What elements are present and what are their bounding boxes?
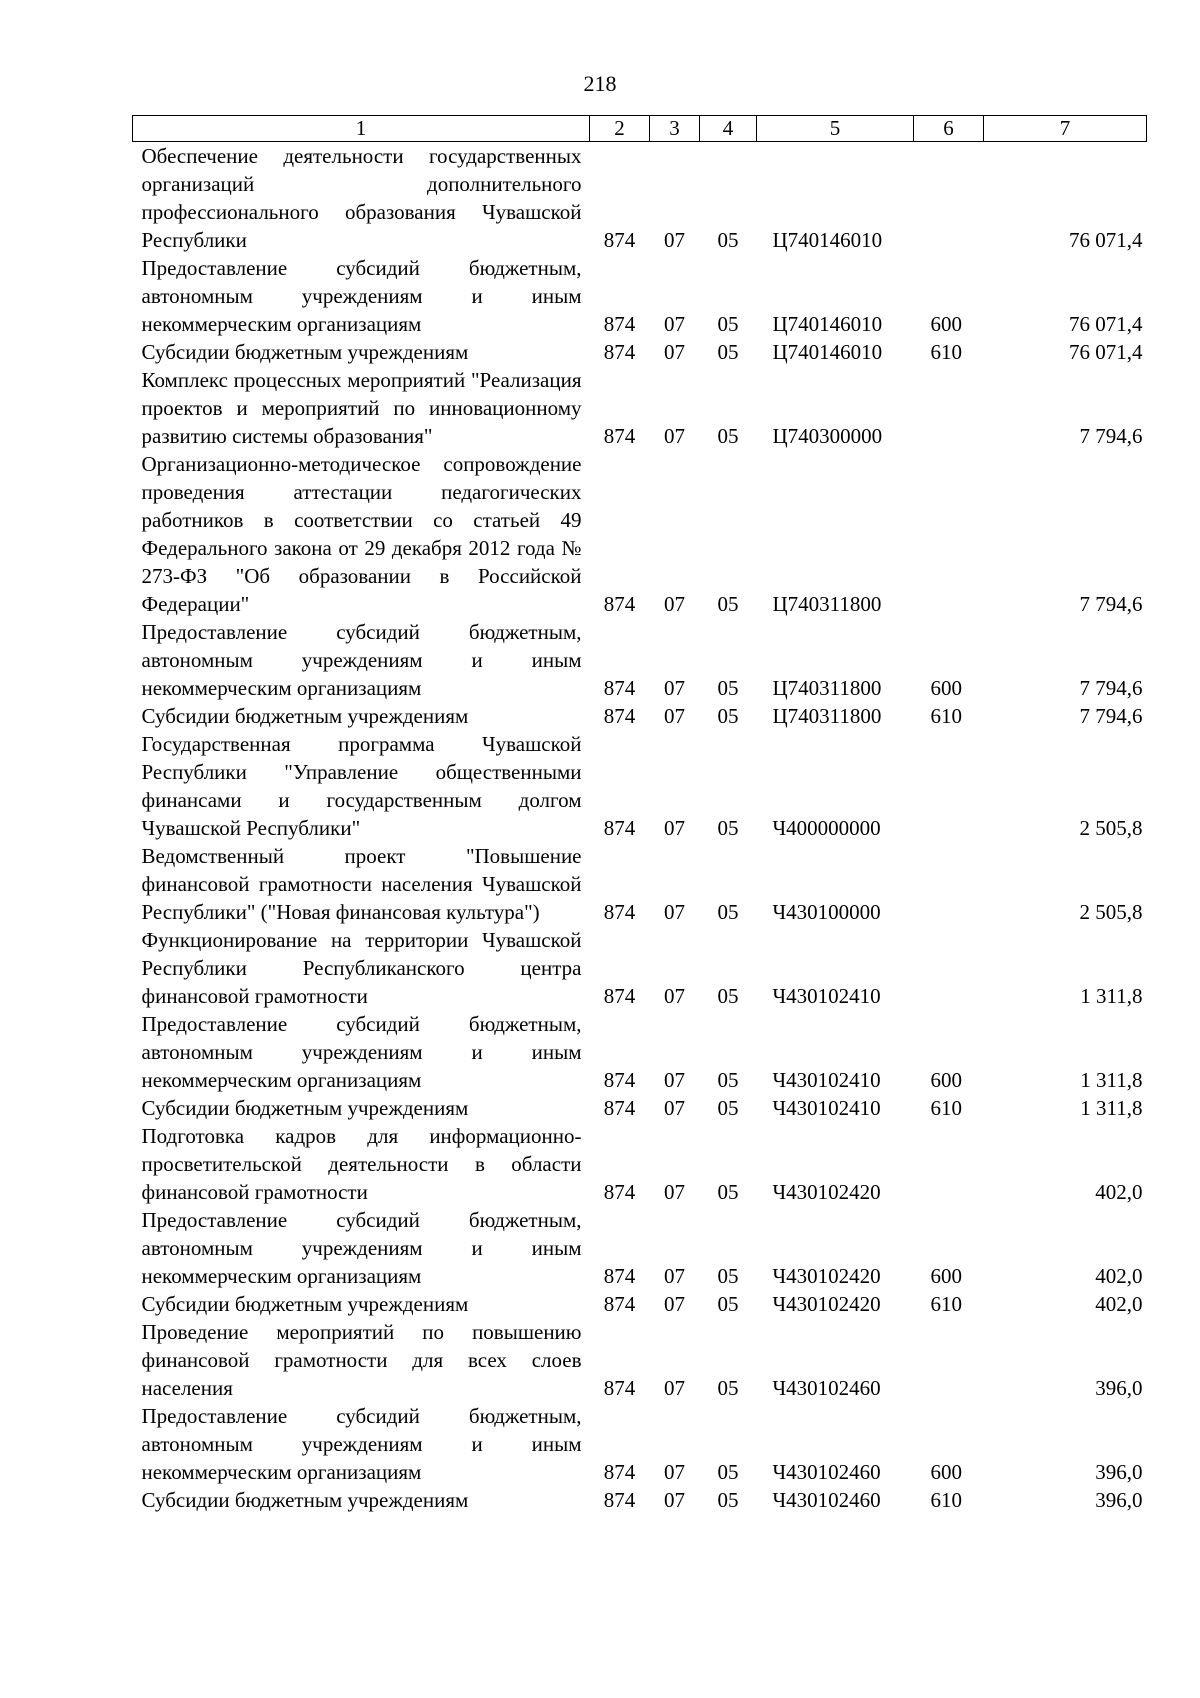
row-admin-code: 874 bbox=[603, 1096, 636, 1120]
row-amount: 7 794,6 bbox=[1079, 424, 1143, 448]
row-target-article: Ч430102410 bbox=[772, 1096, 881, 1120]
row-expense-type bbox=[914, 926, 984, 1010]
row-amount: 396,0 bbox=[1095, 1376, 1143, 1400]
row-subsection: 05 bbox=[717, 984, 739, 1008]
row-expense-type: 610 bbox=[930, 1096, 962, 1120]
row-admin-code: 874 bbox=[603, 340, 636, 364]
page-number: 218 bbox=[583, 71, 617, 96]
row-expense-type: 610 bbox=[930, 1292, 962, 1316]
row-section: 07 bbox=[664, 312, 685, 336]
row-section: 07 bbox=[664, 1460, 685, 1484]
row-subsection: 05 bbox=[717, 704, 739, 728]
row-admin-code: 874 bbox=[603, 676, 636, 700]
row-target-article: Ц740311800 bbox=[772, 676, 882, 700]
row-expense-type: 610 bbox=[930, 340, 962, 364]
row-subsection: 05 bbox=[717, 1488, 739, 1512]
row-subsection: 05 bbox=[717, 1292, 739, 1316]
row-target-article: Ч430102410 bbox=[772, 984, 881, 1008]
header-col-5: 5 bbox=[757, 116, 914, 142]
row-name: Обеспечение деятельности государственных организаций дополнительного профессионального образования Чувашской Республики bbox=[141, 144, 582, 252]
row-section: 07 bbox=[664, 1376, 685, 1400]
row-target-article: Ч430102420 bbox=[772, 1292, 881, 1316]
row-name: Организационно-методическое сопровождение проведения аттестации педагогических работников в соответствии со статьей 49 Федерального закона от 29 декабря 2012 года № 273-ФЗ "Об образовании в Российской Федерации" bbox=[141, 452, 582, 616]
row-expense-type bbox=[914, 1122, 984, 1206]
row-amount: 1 311,8 bbox=[1080, 1068, 1143, 1092]
row-target-article: Ч430102460 bbox=[772, 1488, 881, 1512]
table-row bbox=[133, 142, 1147, 255]
row-name: Государственная программа Чувашской Республики "Управление общественными финансами и государственным долгом Чувашской Республики" bbox=[141, 732, 582, 840]
row-section: 07 bbox=[664, 1180, 685, 1204]
row-amount: 1 311,8 bbox=[1080, 984, 1143, 1008]
row-section: 07 bbox=[664, 1292, 685, 1316]
row-subsection: 05 bbox=[717, 424, 739, 448]
row-subsection: 05 bbox=[717, 312, 739, 336]
row-expense-type: 610 bbox=[930, 704, 962, 728]
row-name: Субсидии бюджетным учреждениям bbox=[141, 1096, 469, 1120]
row-section: 07 bbox=[664, 424, 685, 448]
row-subsection: 05 bbox=[717, 900, 739, 924]
row-amount: 76 071,4 bbox=[1069, 340, 1143, 364]
row-section: 07 bbox=[664, 1488, 685, 1512]
row-section: 07 bbox=[664, 704, 685, 728]
row-admin-code: 874 bbox=[603, 424, 636, 448]
row-subsection: 05 bbox=[717, 592, 739, 616]
row-target-article: Ц740146010 bbox=[772, 340, 883, 364]
row-expense-type: 600 bbox=[930, 312, 962, 336]
row-target-article: Ц740311800 bbox=[772, 704, 882, 728]
table-row bbox=[133, 730, 1147, 842]
table-row bbox=[133, 1290, 1147, 1318]
row-expense-type bbox=[914, 142, 984, 255]
row-amount: 7 794,6 bbox=[1079, 592, 1143, 616]
table-header-row bbox=[133, 116, 1147, 142]
row-name: Субсидии бюджетным учреждениям bbox=[141, 704, 469, 728]
row-amount: 402,0 bbox=[1095, 1292, 1143, 1316]
row-admin-code: 874 bbox=[603, 704, 636, 728]
row-name: Предоставление субсидий бюджетным, автономным учреждениям и иным некоммерческим организациям bbox=[141, 1208, 582, 1288]
row-amount: 396,0 bbox=[1095, 1460, 1143, 1484]
row-admin-code: 874 bbox=[603, 1068, 636, 1092]
row-amount: 2 505,8 bbox=[1079, 816, 1143, 840]
row-name: Предоставление субсидий бюджетным, автономным учреждениям и иным некоммерческим организациям bbox=[141, 620, 582, 700]
row-admin-code: 874 bbox=[603, 592, 636, 616]
table-row bbox=[133, 1010, 1147, 1094]
row-subsection: 05 bbox=[717, 1096, 739, 1120]
row-admin-code: 874 bbox=[603, 1376, 636, 1400]
row-target-article: Ч430102420 bbox=[772, 1180, 881, 1204]
row-name: Предоставление субсидий бюджетным, автономным учреждениям и иным некоммерческим организациям bbox=[141, 1404, 582, 1484]
table-row bbox=[133, 254, 1147, 338]
table-row bbox=[133, 366, 1147, 450]
table-row bbox=[133, 1402, 1147, 1486]
row-target-article: Ц740311800 bbox=[772, 592, 882, 616]
row-section: 07 bbox=[664, 340, 685, 364]
row-subsection: 05 bbox=[717, 1264, 739, 1288]
row-subsection: 05 bbox=[717, 1068, 739, 1092]
table-row bbox=[133, 1206, 1147, 1290]
row-expense-type bbox=[914, 842, 984, 926]
row-target-article: Ч430102410 bbox=[772, 1068, 881, 1092]
row-subsection: 05 bbox=[717, 340, 739, 364]
row-target-article: Ч430102420 bbox=[772, 1264, 881, 1288]
row-admin-code: 874 bbox=[603, 900, 636, 924]
row-section: 07 bbox=[664, 984, 685, 1008]
row-amount: 7 794,6 bbox=[1079, 676, 1143, 700]
row-admin-code: 874 bbox=[603, 1264, 636, 1288]
row-expense-type: 600 bbox=[930, 1460, 962, 1484]
table-row bbox=[133, 1486, 1147, 1514]
row-subsection: 05 bbox=[717, 1376, 739, 1400]
row-admin-code: 874 bbox=[603, 1180, 636, 1204]
header-col-1: 1 bbox=[133, 116, 590, 142]
row-admin-code: 874 bbox=[603, 984, 636, 1008]
row-name: Субсидии бюджетным учреждениям bbox=[141, 1292, 469, 1316]
row-section: 07 bbox=[664, 816, 685, 840]
row-admin-code: 874 bbox=[603, 1460, 636, 1484]
row-name: Субсидии бюджетным учреждениям bbox=[141, 1488, 469, 1512]
table-row bbox=[133, 1122, 1147, 1206]
row-admin-code: 874 bbox=[603, 816, 636, 840]
budget-table bbox=[132, 115, 1147, 1514]
row-target-article: Ч400000000 bbox=[772, 816, 881, 840]
row-section: 07 bbox=[664, 676, 685, 700]
row-name: Ведомственный проект "Повышение финансовой грамотности населения Чувашской Республики" ("Новая финансовая культура") bbox=[141, 844, 582, 924]
row-section: 07 bbox=[664, 1096, 685, 1120]
header-col-3: 3 bbox=[650, 116, 700, 142]
row-subsection: 05 bbox=[717, 1180, 739, 1204]
row-name: Функционирование на территории Чувашской Республики Республиканского центра финансовой грамотности bbox=[141, 928, 582, 1008]
row-expense-type: 600 bbox=[930, 1264, 962, 1288]
row-expense-type bbox=[914, 450, 984, 618]
row-admin-code: 874 bbox=[603, 228, 636, 252]
header-col-6: 6 bbox=[914, 116, 984, 142]
row-section: 07 bbox=[664, 1264, 685, 1288]
row-target-article: Ч430100000 bbox=[772, 900, 881, 924]
table-row bbox=[133, 450, 1147, 618]
row-target-article: Ц740146010 bbox=[772, 312, 883, 336]
row-section: 07 bbox=[664, 900, 685, 924]
row-expense-type: 610 bbox=[930, 1488, 962, 1512]
row-subsection: 05 bbox=[717, 1460, 739, 1484]
row-subsection: 05 bbox=[717, 228, 739, 252]
row-name: Подготовка кадров для информационно-просветительской деятельности в области финансовой грамотности bbox=[141, 1124, 582, 1204]
table-row bbox=[133, 926, 1147, 1010]
row-name: Предоставление субсидий бюджетным, автономным учреждениям и иным некоммерческим организациям bbox=[141, 1012, 582, 1092]
row-expense-type: 600 bbox=[930, 676, 962, 700]
row-target-article: Ч430102460 bbox=[772, 1460, 881, 1484]
row-target-article: Ц740146010 bbox=[772, 228, 883, 252]
row-admin-code: 874 bbox=[603, 1488, 636, 1512]
row-target-article: Ц740300000 bbox=[772, 424, 883, 448]
row-name: Предоставление субсидий бюджетным, автономным учреждениям и иным некоммерческим организациям bbox=[141, 256, 582, 336]
row-target-article: Ч430102460 bbox=[772, 1376, 881, 1400]
table-row bbox=[133, 618, 1147, 702]
row-amount: 402,0 bbox=[1095, 1264, 1143, 1288]
row-expense-type: 600 bbox=[930, 1068, 962, 1092]
row-amount: 1 311,8 bbox=[1080, 1096, 1143, 1120]
row-expense-type bbox=[914, 1318, 984, 1402]
table-row bbox=[133, 702, 1147, 730]
table-row bbox=[133, 1094, 1147, 1122]
row-section: 07 bbox=[664, 592, 685, 616]
row-amount: 7 794,6 bbox=[1079, 704, 1143, 728]
row-name: Субсидии бюджетным учреждениям bbox=[141, 340, 469, 364]
row-expense-type bbox=[914, 366, 984, 450]
row-subsection: 05 bbox=[717, 676, 739, 700]
table-row bbox=[133, 338, 1147, 366]
row-amount: 396,0 bbox=[1095, 1488, 1143, 1512]
table-row bbox=[133, 842, 1147, 926]
row-amount: 76 071,4 bbox=[1069, 312, 1143, 336]
row-admin-code: 874 bbox=[603, 312, 636, 336]
row-amount: 76 071,4 bbox=[1069, 228, 1143, 252]
row-admin-code: 874 bbox=[603, 1292, 636, 1316]
row-subsection: 05 bbox=[717, 816, 739, 840]
row-expense-type bbox=[914, 730, 984, 842]
row-name: Комплекс процессных мероприятий "Реализация проектов и мероприятий по инновационному развитию системы образования" bbox=[141, 368, 582, 448]
header-col-2: 2 bbox=[590, 116, 650, 142]
table-row bbox=[133, 1318, 1147, 1402]
row-amount: 402,0 bbox=[1095, 1180, 1143, 1204]
row-name: Проведение мероприятий по повышению финансовой грамотности для всех слоев населения bbox=[141, 1320, 582, 1400]
header-col-7: 7 bbox=[984, 116, 1147, 142]
row-section: 07 bbox=[664, 228, 685, 252]
row-section: 07 bbox=[664, 1068, 685, 1092]
row-amount: 2 505,8 bbox=[1079, 900, 1143, 924]
header-col-4: 4 bbox=[700, 116, 757, 142]
